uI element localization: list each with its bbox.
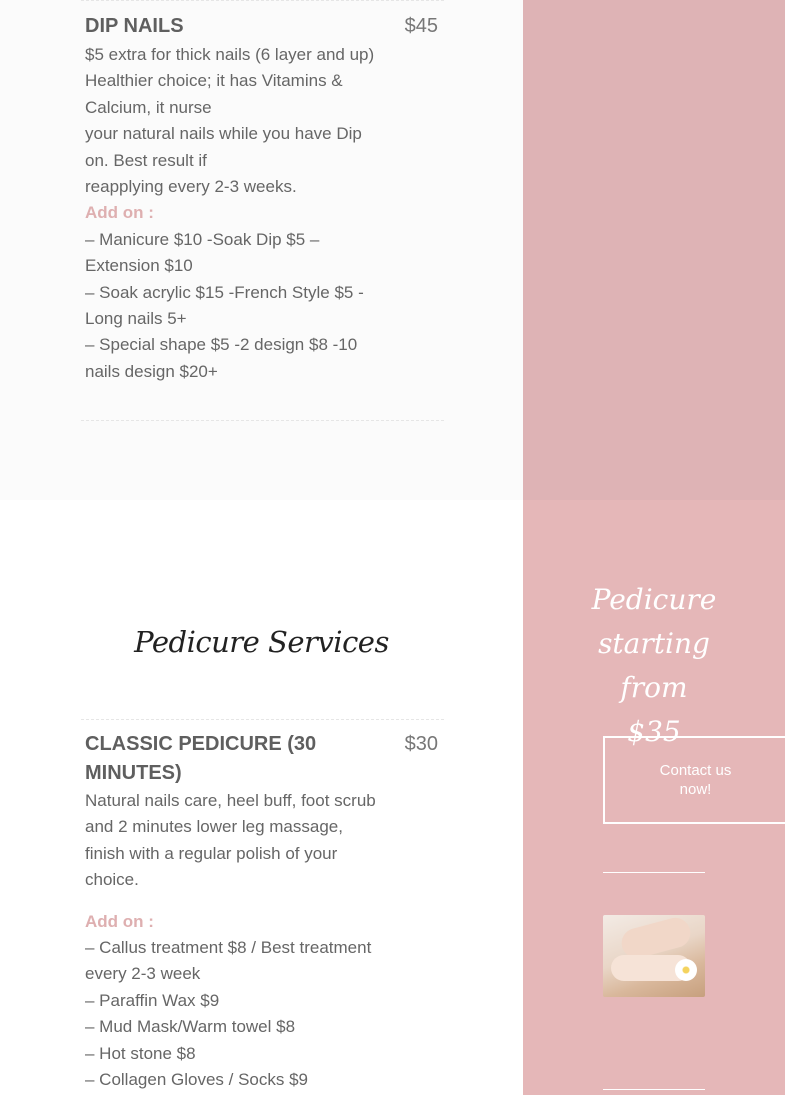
item-desc: Natural nails care, heel buff, foot scrub and 2 minutes lower leg massage, finish with a regular polish of your choice.	[85, 791, 376, 890]
menu-item-classic-pedicure	[85, 730, 440, 1093]
addon-line: – Paraffin Wax $9	[85, 990, 220, 1010]
pedicure-image	[603, 915, 705, 997]
section-heading: Pedicure Services	[134, 625, 389, 659]
promo-line: from $35	[620, 671, 688, 748]
addon-label: Add on :	[85, 203, 154, 223]
divider	[603, 1089, 705, 1090]
addon-line: – Mud Mask/Warm towel $8	[85, 1017, 296, 1037]
addon-line: – Soak acrylic $15 -French Style $5 - Long nails 5+	[85, 282, 364, 329]
addon-line: – Collagen Gloves / Socks $9	[85, 1070, 309, 1090]
promo-line: Pedicure	[591, 583, 717, 616]
contact-us-button[interactable]	[603, 736, 785, 824]
promo-line: starting	[598, 627, 710, 660]
item-desc-line: Healthier choice; it has Vitamins & Calcium, it nurse	[85, 71, 343, 117]
menu-item-dip-nails	[85, 12, 440, 385]
item-desc-line: $5 extra for thick nails (6 layer and up)	[85, 45, 375, 64]
divider	[81, 0, 444, 1]
item-title: DIP NAILS	[85, 15, 184, 37]
addon-label: Add on :	[85, 911, 154, 931]
item-desc-line: reapplying every 2-3 weeks.	[85, 177, 297, 197]
divider	[603, 872, 705, 873]
addon-line: – Callus treatment $8 / Best treatment every 2-3 week	[85, 938, 372, 984]
divider	[81, 420, 444, 421]
addon-line: – Hot stone $8	[85, 1043, 196, 1063]
item-desc-line: your natural nails while you have Dip on. Best result if	[85, 124, 362, 170]
addon-line: – Special shape $5 -2 design $8 -10 nails design $20+	[85, 335, 358, 381]
flower-icon	[675, 959, 697, 981]
contact-button-label: Contact us now!	[659, 762, 732, 798]
item-price: $45	[404, 15, 438, 37]
dip-sidebar-bg	[523, 0, 785, 500]
addon-line: – Manicure $10 -Soak Dip $5 – Extension $10	[85, 229, 320, 276]
item-price: $30	[404, 733, 438, 755]
promo-text	[590, 578, 718, 754]
divider	[81, 719, 444, 720]
item-title: CLASSIC PEDICURE (30 MINUTES)	[85, 733, 317, 784]
